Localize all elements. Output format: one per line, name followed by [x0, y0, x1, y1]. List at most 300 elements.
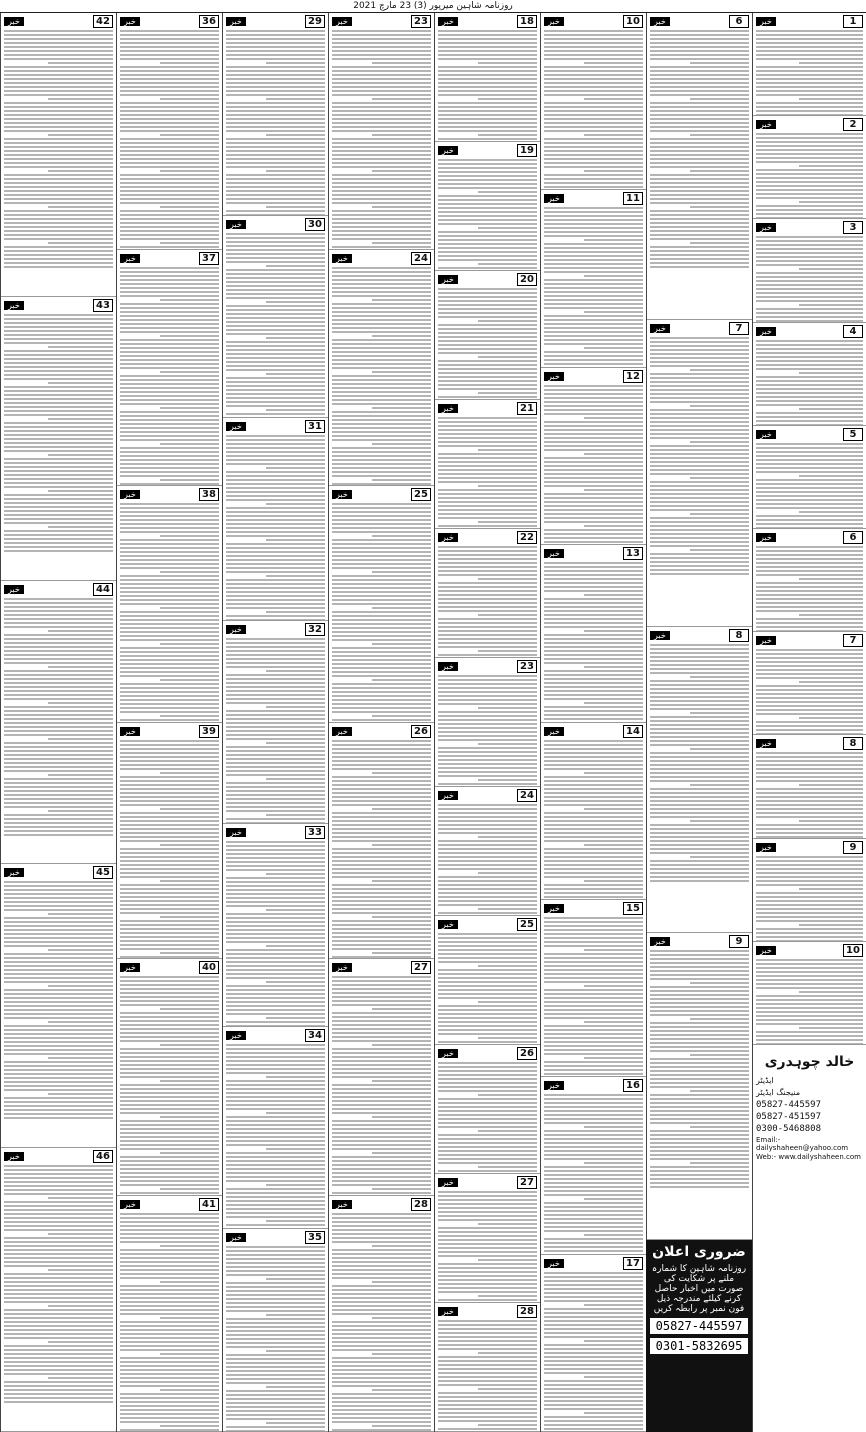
text-line [438, 687, 537, 689]
text-line [544, 748, 643, 750]
text-line [48, 242, 113, 244]
text-line [438, 159, 537, 161]
text-line [650, 1110, 749, 1112]
text-line [226, 646, 325, 648]
text-line [584, 844, 643, 846]
text-line [120, 711, 219, 713]
text-line [650, 445, 749, 447]
text-line [332, 852, 431, 854]
text-line [544, 287, 643, 289]
text-line [756, 876, 863, 878]
story-number: 38 [199, 488, 219, 501]
text-line [4, 262, 113, 264]
text-line [120, 1136, 219, 1138]
text-line [650, 565, 749, 567]
story-tag: خبر [332, 727, 352, 736]
text-line [266, 337, 325, 339]
text-line [332, 82, 431, 84]
text-line [226, 471, 325, 473]
text-line [226, 317, 325, 319]
text-line [226, 949, 325, 951]
text-line [650, 1082, 749, 1084]
text-line [226, 1044, 325, 1046]
text-line [226, 365, 325, 367]
text-line [478, 1037, 537, 1039]
text-line [372, 571, 431, 573]
story-number: 24 [517, 789, 537, 802]
text-line [544, 295, 643, 297]
text-line [544, 816, 643, 818]
text-line [372, 1152, 431, 1154]
text-line [226, 853, 325, 855]
text-line [226, 1286, 325, 1288]
text-line [4, 1345, 113, 1347]
text-line [120, 1293, 219, 1295]
news-story [329, 959, 434, 1196]
text-line [226, 233, 325, 235]
text-line [120, 683, 219, 685]
text-line [4, 734, 113, 736]
text-line [650, 385, 749, 387]
text-line [4, 901, 113, 903]
text-line [332, 1321, 431, 1323]
text-line [438, 421, 537, 423]
text-line [544, 529, 643, 531]
news-story [435, 1045, 540, 1174]
story-tag: خبر [120, 727, 140, 736]
text-line [226, 435, 325, 437]
text-line [650, 768, 749, 770]
text-line [120, 467, 219, 469]
text-line [4, 1005, 113, 1007]
text-line [438, 477, 537, 479]
story-number: 9 [843, 841, 863, 854]
story-number: 39 [199, 725, 219, 738]
text-line [650, 1098, 749, 1100]
text-line [756, 499, 863, 501]
text-line [756, 832, 863, 834]
text-line [120, 603, 219, 605]
text-line [756, 169, 863, 171]
text-line [584, 347, 643, 349]
text-line [650, 234, 749, 236]
text-line [120, 82, 219, 84]
text-line [438, 231, 537, 233]
text-line [438, 1299, 537, 1301]
text-line [120, 210, 219, 212]
text-line [226, 889, 325, 891]
text-line [4, 790, 113, 792]
text-line [120, 1064, 219, 1066]
text-line [226, 726, 325, 728]
text-line [160, 643, 219, 645]
text-line [4, 638, 113, 640]
text-line [478, 521, 537, 523]
text-line [226, 1132, 325, 1134]
text-line [438, 70, 537, 72]
text-line [650, 110, 749, 112]
text-line [544, 1130, 643, 1132]
text-line [266, 706, 325, 708]
text-line [48, 1021, 113, 1023]
text-line [756, 205, 863, 207]
news-story [223, 824, 328, 1027]
text-line [226, 674, 325, 676]
text-line [650, 409, 749, 411]
text-line [120, 864, 219, 866]
text-line [120, 138, 219, 140]
text-line [478, 1223, 537, 1225]
text-line [266, 814, 325, 816]
text-line [332, 531, 431, 533]
text-line [160, 443, 219, 445]
text-line [544, 517, 643, 519]
text-line [438, 1021, 537, 1023]
text-line [650, 986, 749, 988]
text-line [650, 210, 749, 212]
text-line [372, 134, 431, 136]
text-line [332, 463, 431, 465]
text-line [756, 812, 863, 814]
text-line [120, 403, 219, 405]
text-line [650, 377, 749, 379]
story-text-block [438, 288, 537, 400]
text-line [544, 425, 643, 427]
text-line [120, 924, 219, 926]
text-line [372, 535, 431, 537]
text-line [332, 447, 431, 449]
story-number: 32 [305, 623, 325, 636]
text-line [4, 1369, 113, 1371]
text-line [4, 146, 113, 148]
text-line [799, 408, 863, 410]
text-line [478, 779, 537, 781]
text-line [756, 546, 863, 548]
text-line [120, 1221, 219, 1223]
text-line [438, 1122, 537, 1124]
text-line [756, 344, 863, 346]
text-line [120, 447, 219, 449]
text-line [756, 796, 863, 798]
text-line [4, 997, 113, 999]
text-line [756, 376, 863, 378]
text-line [120, 1108, 219, 1110]
text-line [4, 1209, 113, 1211]
text-line [544, 441, 643, 443]
story-text-block [438, 546, 537, 658]
text-line [756, 102, 863, 104]
text-line [544, 493, 643, 495]
text-line [544, 1146, 643, 1148]
text-line [332, 1176, 431, 1178]
text-line [650, 840, 749, 842]
text-line [544, 1292, 643, 1294]
text-line [650, 42, 749, 44]
text-line [438, 1154, 537, 1156]
text-line [650, 66, 749, 68]
text-line [332, 539, 431, 541]
text-line [372, 1188, 431, 1190]
text-line [332, 912, 431, 914]
text-line [650, 82, 749, 84]
text-line [544, 1316, 643, 1318]
text-line [4, 322, 113, 324]
text-line [332, 435, 431, 437]
text-line [372, 1353, 431, 1355]
text-line [332, 1132, 431, 1134]
text-line [266, 539, 325, 541]
text-line [690, 856, 749, 858]
text-line [120, 1429, 219, 1431]
text-line [332, 186, 431, 188]
text-line [266, 134, 325, 136]
text-line [332, 503, 431, 505]
text-line [544, 469, 643, 471]
text-line [438, 832, 537, 834]
text-line [4, 178, 113, 180]
text-line [438, 207, 537, 209]
text-line [226, 321, 325, 323]
text-line [4, 905, 113, 907]
text-line [4, 118, 113, 120]
text-line [438, 1162, 537, 1164]
text-line [544, 610, 643, 612]
text-line [4, 1201, 113, 1203]
text-line [332, 114, 431, 116]
text-line [544, 267, 643, 269]
text-line [438, 820, 537, 822]
text-line [544, 586, 643, 588]
text-line [478, 98, 537, 100]
story-number: 6 [843, 531, 863, 544]
text-line [544, 674, 643, 676]
text-line [226, 178, 325, 180]
text-line [4, 50, 113, 52]
text-line [226, 770, 325, 772]
text-line [332, 1048, 431, 1050]
news-story [753, 839, 866, 942]
text-line [4, 1401, 113, 1403]
text-line [226, 857, 325, 859]
text-line [226, 210, 325, 212]
text-line [4, 822, 113, 824]
text-line [438, 804, 537, 806]
text-line [4, 458, 113, 460]
text-line [226, 34, 325, 36]
text-line [226, 666, 325, 668]
text-line [438, 38, 537, 40]
text-line [438, 1396, 537, 1398]
text-line [756, 66, 863, 68]
text-line [756, 316, 863, 318]
text-line [160, 679, 219, 681]
text-line [4, 1065, 113, 1067]
text-line [4, 1281, 113, 1283]
text-line [4, 925, 113, 927]
text-line [438, 1170, 537, 1172]
text-line [756, 459, 863, 461]
text-line [544, 1214, 643, 1216]
text-line [544, 34, 643, 36]
text-line [544, 1242, 643, 1244]
text-line [226, 1390, 325, 1392]
text-line [4, 42, 113, 44]
news-column [646, 13, 752, 1240]
text-line [226, 702, 325, 704]
text-line [756, 653, 863, 655]
text-line [332, 1229, 431, 1231]
text-line [544, 1230, 643, 1232]
text-line [120, 315, 219, 317]
text-line [756, 467, 863, 469]
text-line [650, 824, 749, 826]
text-line [544, 130, 643, 132]
text-line [544, 1296, 643, 1298]
text-line [4, 422, 113, 424]
text-line [226, 455, 325, 457]
text-line [756, 594, 863, 596]
text-line [4, 802, 113, 804]
text-line [266, 1314, 325, 1316]
text-line [226, 1188, 325, 1190]
text-line [438, 646, 537, 648]
text-line [48, 490, 113, 492]
text-line [332, 459, 431, 461]
text-line [226, 933, 325, 935]
text-line [650, 672, 749, 674]
text-line [120, 760, 219, 762]
text-line [4, 674, 113, 676]
text-line [799, 888, 863, 890]
text-line [332, 1305, 431, 1307]
text-line [4, 254, 113, 256]
text-line [438, 376, 537, 378]
text-line [650, 34, 749, 36]
text-line [226, 551, 325, 553]
text-line [4, 897, 113, 899]
text-line [650, 86, 749, 88]
text-line [120, 246, 219, 248]
text-line [756, 42, 863, 44]
text-line [332, 1088, 431, 1090]
text-line [120, 980, 219, 982]
text-line [438, 1126, 537, 1128]
story-number: 8 [843, 737, 863, 750]
text-line [226, 86, 325, 88]
text-line [226, 730, 325, 732]
text-line [332, 126, 431, 128]
text-line [266, 409, 325, 411]
text-line [4, 1285, 113, 1287]
text-line [650, 1086, 749, 1088]
text-line [756, 1019, 863, 1021]
text-line [4, 1245, 113, 1247]
text-line [690, 748, 749, 750]
text-line [438, 138, 537, 140]
text-line [544, 658, 643, 660]
text-line [544, 740, 643, 742]
text-line [226, 782, 325, 784]
story-text-block [226, 1246, 325, 1432]
text-line [120, 1192, 219, 1194]
text-line [4, 514, 113, 516]
news-story [753, 529, 866, 632]
story-number: 3 [843, 221, 863, 234]
text-line [650, 194, 749, 196]
text-line [226, 1274, 325, 1276]
text-line [4, 398, 113, 400]
text-line [544, 622, 643, 624]
text-line [650, 648, 749, 650]
text-line [650, 122, 749, 124]
text-line [478, 578, 537, 580]
text-line [332, 603, 431, 605]
text-line [438, 759, 537, 761]
text-line [332, 651, 431, 653]
text-line [756, 189, 863, 191]
text-line [226, 273, 325, 275]
text-line [756, 507, 863, 509]
text-line [332, 1128, 431, 1130]
text-line [266, 909, 325, 911]
text-line [4, 546, 113, 548]
text-line [332, 1265, 431, 1267]
text-line [756, 360, 863, 362]
text-line [438, 167, 537, 169]
text-line [4, 622, 113, 624]
text-line [160, 1044, 219, 1046]
story-number: 25 [411, 488, 431, 501]
text-line [4, 434, 113, 436]
text-line [650, 421, 749, 423]
text-line [4, 342, 113, 344]
text-line [544, 86, 643, 88]
text-line [438, 675, 537, 677]
text-line [544, 247, 643, 249]
text-line [372, 1116, 431, 1118]
text-line [4, 30, 113, 32]
text-line [650, 1078, 749, 1080]
text-line [438, 66, 537, 68]
text-line [584, 1412, 643, 1414]
text-line [332, 1060, 431, 1062]
text-line [544, 182, 643, 184]
text-line [650, 226, 749, 228]
text-line [4, 1329, 113, 1331]
text-line [372, 170, 431, 172]
text-line [650, 1102, 749, 1104]
text-line [120, 1217, 219, 1219]
text-line [120, 940, 219, 942]
text-line [226, 1342, 325, 1344]
text-line [226, 1246, 325, 1248]
text-line [4, 941, 113, 943]
text-line [120, 551, 219, 553]
text-line [438, 719, 537, 721]
text-line [120, 435, 219, 437]
text-line [120, 639, 219, 641]
text-line [544, 513, 643, 515]
text-line [438, 546, 537, 548]
text-line [226, 70, 325, 72]
text-line [650, 688, 749, 690]
text-line [120, 1385, 219, 1387]
text-line [544, 154, 643, 156]
text-line [226, 650, 325, 652]
text-line [332, 840, 431, 842]
text-line [690, 62, 749, 64]
text-line [650, 652, 749, 654]
